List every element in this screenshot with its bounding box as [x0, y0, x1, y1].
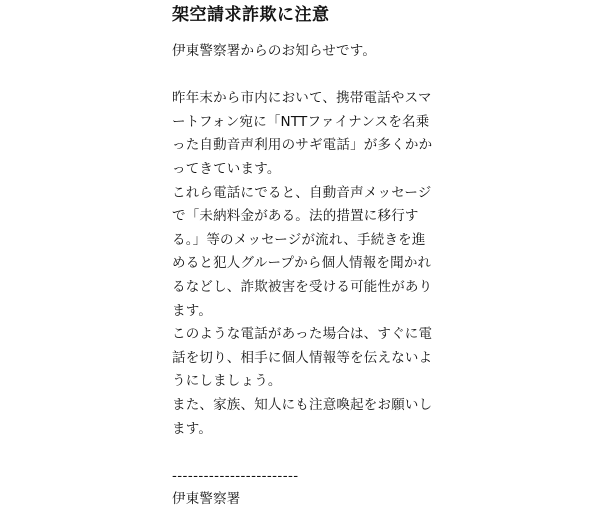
notice-body [172, 87, 442, 441]
body-line: で「未納料金がある。法的措置に移行す [172, 208, 419, 225]
body-line: うにしましょう。 [172, 373, 282, 390]
body-line: 昨年末から市内において、携帯電話やスマ [172, 90, 432, 107]
body-line: ってきています。 [172, 160, 281, 177]
notice-message [172, 0, 442, 512]
blank-line [172, 64, 442, 88]
body-line: る。」等のメッセージが流れ、手続きを進 [172, 231, 426, 248]
notice-intro: 伊東警察署からのお知らせです。 [172, 43, 377, 59]
body-line: ます。 [172, 420, 213, 437]
body-line: これら電話にでると、自動音声メッセージ [172, 184, 432, 201]
body-line: った自動音声利用のサギ電話」が多くかか [172, 137, 433, 154]
notice-signature: 伊東警察署 [172, 491, 241, 508]
body-line: このような電話があった場合は、すぐに電 [172, 326, 433, 343]
body-line: ます。 [172, 302, 213, 319]
blank-line [172, 441, 442, 465]
body-line: めると犯人グループから個人情報を聞かれ [172, 255, 432, 272]
body-line: るなどし、詐欺被害を受ける可能性があり [172, 278, 433, 295]
body-line: ートフォン宛に「NTTファイナンスを名乗 [172, 113, 430, 130]
body-line: また、家族、知人にも注意喚起をお願いし [172, 396, 433, 413]
notice-title: 架空請求詐欺に注意 [172, 5, 330, 25]
signature-divider: ------------------------ [172, 467, 299, 484]
body-line: 話を切り、相手に個人情報等を伝えないよ [172, 349, 433, 366]
